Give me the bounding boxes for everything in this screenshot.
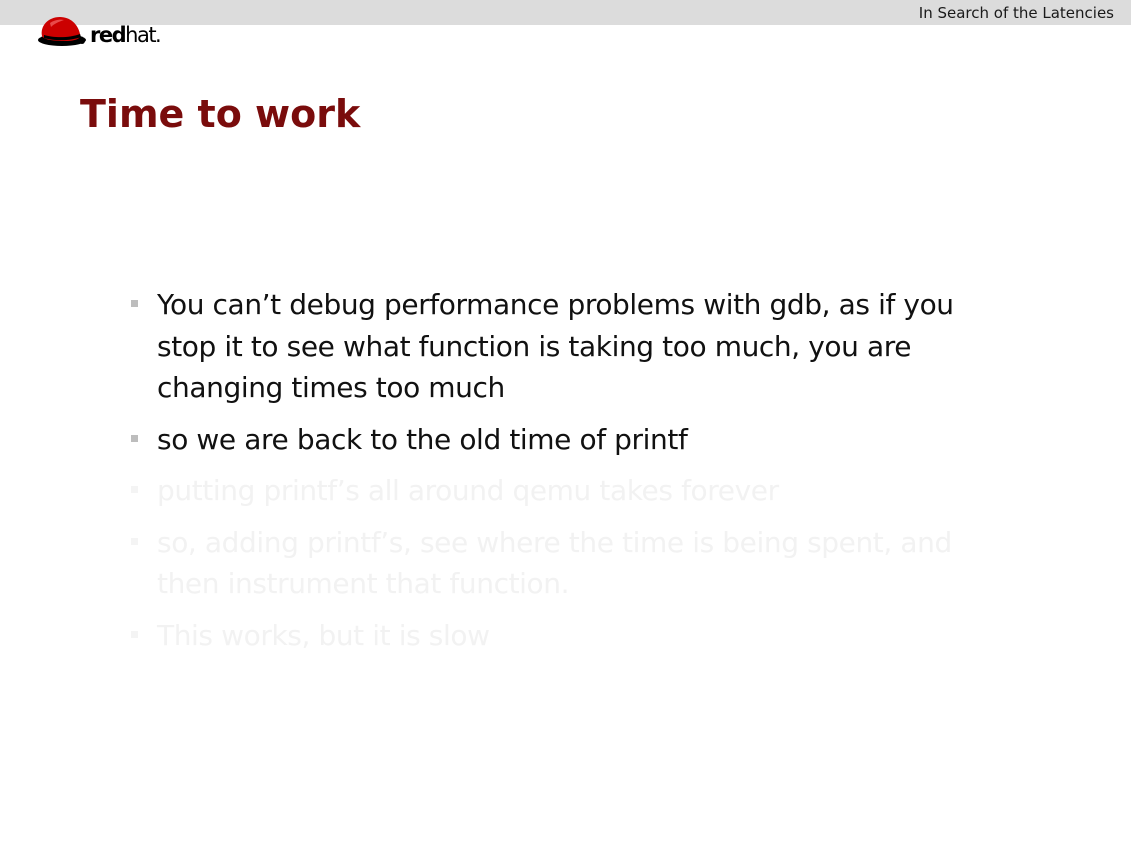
- bullet-text: so we are back to the old time of printf: [157, 422, 688, 456]
- slide-title: Time to work: [80, 92, 361, 136]
- logo-text-red: red: [90, 23, 126, 47]
- bullet-item-hidden: [128, 470, 1008, 512]
- square-bullet-icon: [131, 631, 138, 638]
- square-bullet-icon: [131, 486, 138, 493]
- presentation-title: In Search of the Latencies: [918, 4, 1114, 22]
- bullet-list: [128, 284, 1008, 666]
- bullet-text: You can’t debug performance problems with gdb, as if you stop it to see what function is taking too much, you are changing times too much: [157, 288, 954, 404]
- square-bullet-icon: [131, 435, 138, 442]
- logo-text-hat: hat.: [125, 23, 161, 47]
- redhat-wordmark: [90, 23, 160, 47]
- square-bullet-icon: [131, 538, 138, 545]
- redhat-shadowman-icon: [36, 14, 92, 48]
- bullet-item: [128, 419, 1008, 461]
- bullet-text: putting printf’s all around qemu takes forever: [157, 474, 779, 507]
- redhat-logo: [36, 14, 186, 52]
- bullet-item-hidden: [128, 522, 1008, 605]
- bullet-text: so, adding printf’s, see where the time is being spent, and then instrument that function.: [157, 525, 952, 600]
- square-bullet-icon: [131, 300, 138, 307]
- bullet-item: [128, 284, 1008, 409]
- bullet-text: This works, but it is slow: [157, 618, 490, 652]
- bullet-item-hidden: [128, 615, 1008, 657]
